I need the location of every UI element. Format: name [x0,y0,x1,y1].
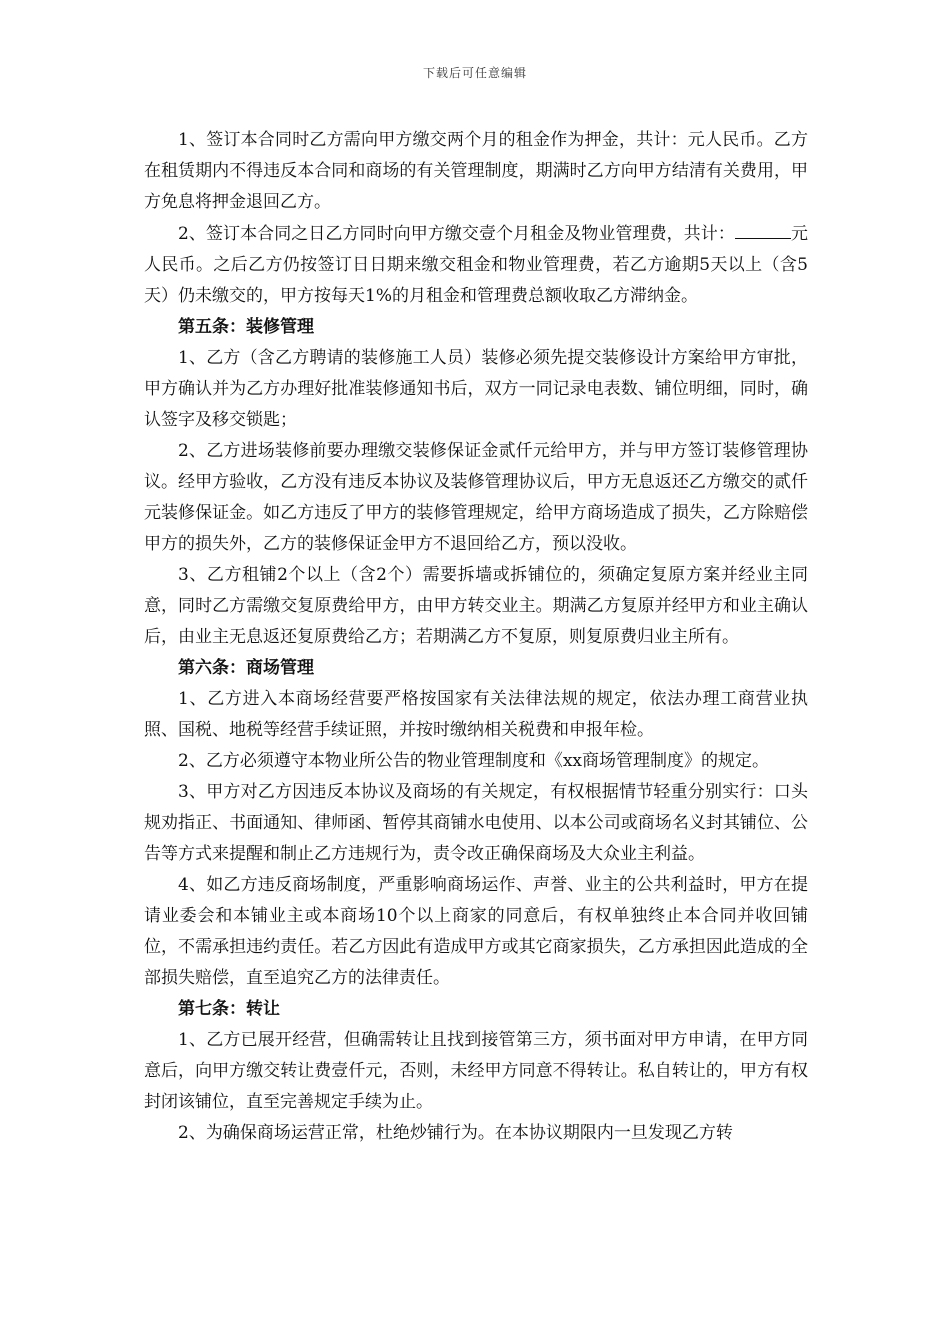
clause-paragraph: 4、如乙方违反商场制度，严重影响商场运作、声誉、业主的公共利益时，甲方在提请业委会和本铺业主或本商场10个以上商家的同意后，有权单独终止本合同并收回铺位，不需承担违约责任。若乙方因此有造成甲方或其它商家损失，乙方承担因此造成的全部损失赔偿，直至追究乙方的法律责任。 [144,875,808,988]
clause-paragraph: 3、甲方对乙方因违反本协议及商场的有关规定，有权根据情节轻重分别实行：口头规劝指正、书面通知、律师函、暂停其商铺水电使用、以本公司或商场名义封其铺位、公告等方式来提醒和制止乙方违规行为，责令改正确保商场及大众业主利益。 [144,782,808,864]
section-heading: 第六条：商场管理 [178,658,314,678]
clause-paragraph: 2、乙方必须遵守本物业所公告的物业管理制度和《xx商场管理制度》的规定。 [178,751,769,771]
section-heading: 第七条：转让 [178,999,280,1019]
clause-text-before-blank: 2、签订本合同之日乙方同时向甲方缴交壹个月租金及物业管理费，共计： [178,224,735,244]
clause-paragraph: 2、为确保商场运营正常，杜绝炒铺行为。在本协议期限内一旦发现乙方转 [178,1123,733,1143]
section-heading: 第五条：装修管理 [178,317,314,337]
clause-paragraph-with-blank [144,218,808,312]
clause-paragraph: 1、乙方已展开经营，但确需转让且找到接管第三方，须书面对甲方申请，在甲方同意后，向甲方缴交转让费壹仟元，否则，未经甲方同意不得转让。私自转让的，甲方有权封闭该铺位，直至完善规定手续为止。 [144,1030,808,1112]
page-header: 下载后可任意编辑 [422,66,527,80]
clause-paragraph: 2、乙方进场装修前要办理缴交装修保证金贰仟元给甲方，并与甲方签订装修管理协议。经甲方验收，乙方没有违反本协议及装修管理协议后，甲方无息返还乙方缴交的贰仟元装修保证金。如乙方违反了甲方的装修管理规定，给甲方商场造成了损失，乙方除赔偿甲方的损失外，乙方的装修保证金甲方不退回给乙方，预以没收。 [144,441,808,554]
fill-in-blank [735,218,791,239]
document-body [144,125,808,1149]
clause-text-after-blank: 元人民币。之后乙方仍按签订日日期来缴交租金和物业管理费，若乙方逾期5天以上（含5天）仍未缴交的，甲方按每天1%的月租金和管理费总额收取乙方滞纳金。 [144,224,809,306]
clause-paragraph: 1、签订本合同时乙方需向甲方缴交两个月的租金作为押金，共计：元人民币。乙方在租赁期内不得违反本合同和商场的有关管理制度，期满时乙方向甲方结清有关费用，甲方免息将押金退回乙方。 [144,130,808,212]
clause-paragraph: 1、乙方进入本商场经营要严格按国家有关法律法规的规定，依法办理工商营业执照、国税、地税等经营手续证照，并按时缴纳相关税费和申报年检。 [144,689,808,740]
clause-paragraph: 3、乙方租铺2个以上（含2个）需要拆墙或拆铺位的，须确定复原方案并经业主同意，同时乙方需缴交复原费给甲方，由甲方转交业主。期满乙方复原并经甲方和业主确认后，由业主无息返还复原费给乙方；若期满乙方不复原，则复原费归业主所有。 [144,565,808,647]
clause-paragraph: 1、乙方（含乙方聘请的装修施工人员）装修必须先提交装修设计方案给甲方审批，甲方确认并为乙方办理好批准装修通知书后，双方一同记录电表数、铺位明细，同时，确认签字及移交锁匙； [144,348,808,430]
